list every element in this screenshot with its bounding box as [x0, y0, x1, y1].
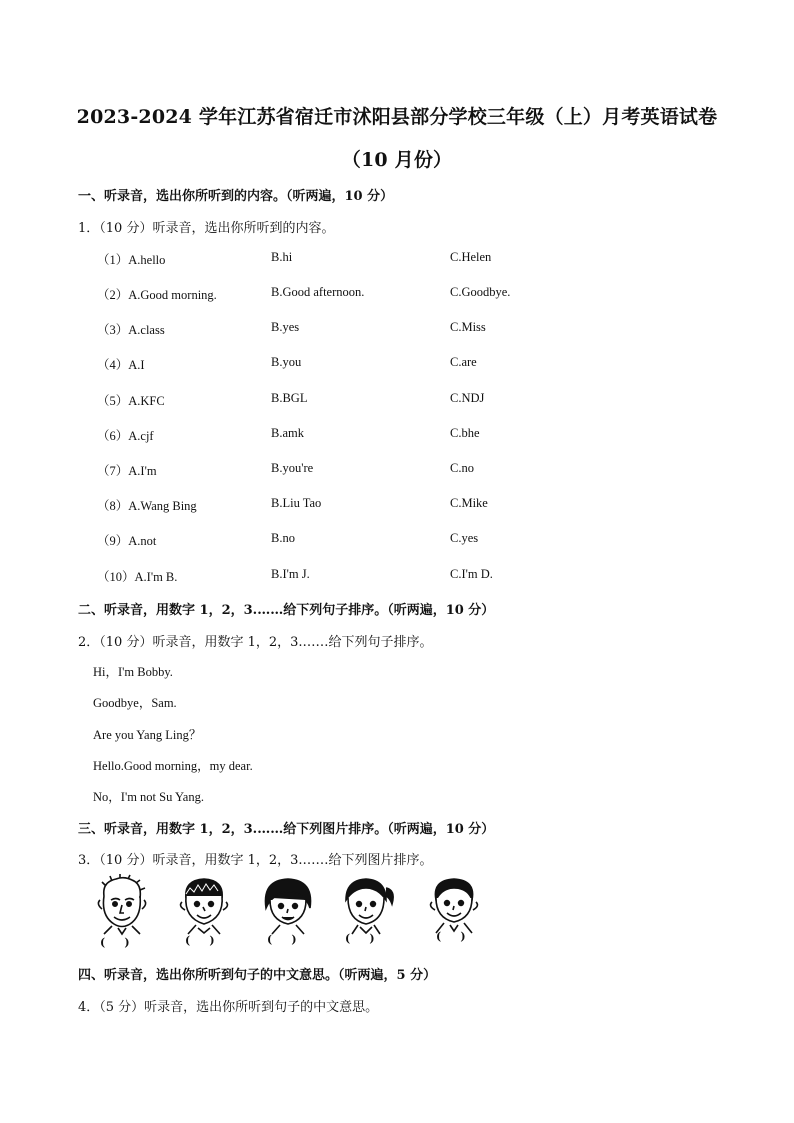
sentence-5: No，I'm not Su Yang. — [93, 790, 204, 804]
option-8b: B.Liu Tao — [271, 496, 322, 510]
option-7c: C.no — [450, 461, 474, 475]
girl-face-picture — [258, 874, 318, 936]
option-3a: （3）A.class — [97, 323, 165, 337]
boy-face-picture — [174, 874, 234, 936]
answer-blank-3[interactable]: ( ) — [267, 933, 297, 946]
sentence-1: Hi，I'm Bobby. — [93, 665, 173, 679]
option-7a: （7）A.I'm — [97, 464, 157, 478]
option-6b: B.amk — [271, 426, 304, 440]
option-1c: C.Helen — [450, 250, 492, 264]
option-3c: C.Miss — [450, 320, 486, 334]
option-8a: （8）A.Wang Bing — [97, 499, 197, 513]
option-5b: B.BGL — [271, 391, 308, 405]
option-10a: （10）A.I'm B. — [97, 570, 178, 584]
option-2a: （2）A.Good morning. — [97, 288, 217, 302]
option-7b: B.you're — [271, 461, 314, 475]
exam-subtitle: （10 月份） — [341, 149, 453, 171]
question-4: 4．（5 分）听录音，选出你所听到句子的中文意思。 — [78, 1000, 379, 1015]
question-3: 3．（10 分）听录音，用数字 1，2，3.……给下列图片排序。 — [78, 853, 433, 868]
option-1a: （1）A.hello — [97, 253, 166, 267]
option-9a: （9）A.not — [97, 534, 157, 548]
option-8c: C.Mike — [450, 496, 488, 510]
old-man-face-picture — [92, 874, 152, 936]
answer-blank-2[interactable]: ( ) — [185, 934, 215, 947]
ponytail-girl-face-picture — [336, 874, 396, 936]
option-5c: C.NDJ — [450, 391, 485, 405]
section-3-heading: 三、听录音，用数字 1，2，3.……给下列图片排序。（听两遍，10 分） — [78, 822, 495, 837]
option-2b: B.Good afternoon. — [271, 285, 365, 299]
option-6a: （6）A.cjf — [97, 429, 154, 443]
answer-blank-5[interactable]: ( ) — [436, 930, 466, 943]
option-4c: C.are — [450, 355, 477, 369]
question-2: 2．（10 分）听录音，用数字 1，2，3.……给下列句子排序。 — [78, 635, 433, 650]
section-1-heading: 一、听录音，选出你所听到的内容。（听两遍，10 分） — [78, 189, 394, 204]
section-2-heading: 二、听录音，用数字 1，2，3.……给下列句子排序。（听两遍，10 分） — [78, 603, 495, 618]
option-5a: （5）A.KFC — [97, 394, 165, 408]
question-1: 1．（10 分）听录音，选出你所听到的内容。 — [78, 221, 335, 236]
option-4a: （4）A.I — [97, 358, 145, 372]
answer-blank-4[interactable]: ( ) — [345, 932, 375, 945]
option-10c: C.I'm D. — [450, 567, 493, 581]
option-3b: B.yes — [271, 320, 300, 334]
option-1b: B.hi — [271, 250, 293, 264]
option-9c: C.yes — [450, 531, 479, 545]
sentence-2: Goodbye，Sam. — [93, 696, 177, 710]
section-4-heading: 四、听录音，选出你所听到句子的中文意思。（听两遍，5 分） — [78, 968, 437, 983]
young-man-face-picture — [424, 874, 484, 936]
exam-title: 2023-2024 学年江苏省宿迁市沭阳县部分学校三年级（上）月考英语试卷 — [76, 106, 718, 128]
option-2c: C.Goodbye. — [450, 285, 511, 299]
option-10b: B.I'm J. — [271, 567, 310, 581]
option-4b: B.you — [271, 355, 302, 369]
option-6c: C.bhe — [450, 426, 480, 440]
sentence-3: Are you Yang Ling？ — [93, 728, 202, 742]
sentence-4: Hello.Good morning，my dear. — [93, 759, 253, 773]
answer-blank-1[interactable]: ( ) — [100, 936, 130, 949]
option-9b: B.no — [271, 531, 295, 545]
